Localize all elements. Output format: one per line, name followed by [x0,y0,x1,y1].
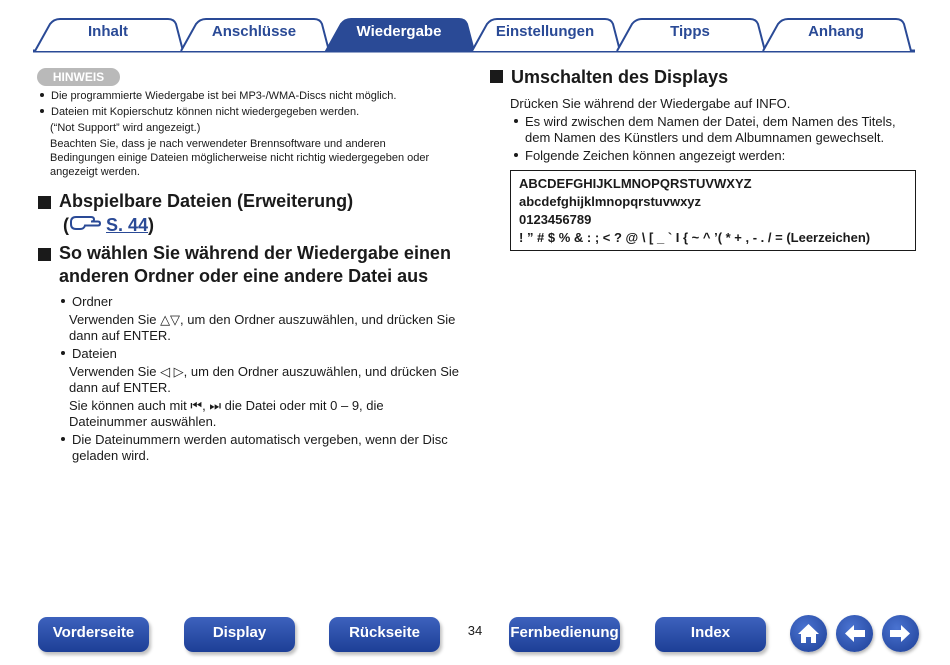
note-item-text: Dateien mit Kopierschutz können nicht wiedergegeben werden. [51,106,360,118]
auto-text: Die Dateinummern werden automatisch vergeben, wenn der Disc [72,432,448,447]
bullet [40,93,44,97]
section-square-icon [38,248,51,261]
files-label: Dateien [72,346,117,361]
display-bullet-text: dem Namen des Künstlers und dem Albumnamen gewechselt. [525,130,885,145]
auto-text: geladen wird. [72,448,150,463]
section-title-select: So wählen Sie während der Wiedergabe einen [59,243,451,263]
section-square-icon [38,196,51,209]
tab-anschluesse[interactable]: Anschlüsse [211,23,297,40]
index-button[interactable] [655,617,766,652]
note-item [40,89,396,103]
folder-label: Ordner [72,294,113,309]
display-bullet-text: Folgende Zeichen können angezeigt werden: [525,148,786,163]
display-button[interactable] [184,617,295,652]
tab-bar [0,0,950,56]
front-button-label: Vorderseite [52,624,135,641]
next-page-button[interactable] [882,615,919,652]
files-text: Sie können auch mit ⏮, ⏭ die Datei oder mit 0 – 9, die [69,398,384,413]
pointing-hand-icon [69,213,101,237]
note-badge: HINWEIS [37,68,120,86]
bullet [40,109,44,113]
section-ref [63,213,154,237]
section-square-icon [490,70,503,83]
bullet [61,437,65,441]
list-item-files [61,346,117,362]
folder-text: dann auf ENTER. [69,328,171,343]
display-intro: Drücken Sie während der Wiedergabe auf INFO. [510,96,791,111]
bullet [61,299,65,303]
note-software-line: Bedingungen einige Dateien möglicherweise nicht richtig wiedergegeben oder [50,152,430,164]
previous-page-button[interactable] [836,615,873,652]
tab-einstellungen[interactable]: Einstellungen [495,23,595,40]
files-text: Verwenden Sie ◁ ▷, um den Ordner auszuwählen, und drücken Sie [69,364,459,379]
tab-anhang[interactable]: Anhang [808,23,864,40]
display-bullet-text: Es wird zwischen dem Namen der Datei, dem Namen des Titels, [525,114,896,129]
arrow-right-icon [882,615,919,652]
display-button-label: Display [212,624,267,641]
section-title-select-2: anderen Ordner oder eine andere Datei aus [59,266,429,286]
list-item-folder [61,294,112,310]
files-text: Dateinummer auswählen. [69,414,217,429]
note-software-line: Beachten Sie, dass je nach verwendeter Brennsoftware und anderen [50,138,386,150]
char-row-uppercase: ABCDEFGHIJKLMNOPQRSTUVWXYZ [519,176,752,191]
ref-open: ( [63,215,69,235]
char-row-symbols: ! ” # $ % & : ; < ? @ \ [ _ ` I { ~ ^ ’( * + , - . / = (Leerzeichen) [519,230,871,245]
page-number: 34 [467,623,483,638]
tab-inhalt[interactable]: Inhalt [88,23,128,40]
home-icon [790,615,827,652]
note-not-support: (“Not Support” wird angezeigt.) [50,122,201,134]
char-row-digits: 0123456789 [519,212,592,227]
list-item-auto [61,432,448,448]
char-row-lowercase: abcdefghijklmnopqrstuvwxyz [519,194,702,209]
character-table [510,170,916,251]
note-software-line: angezeigt werden. [50,166,140,178]
display-bullet [514,114,896,130]
folder-text: Verwenden Sie △▽, um den Ordner auszuwählen, und drücken Sie [69,312,456,327]
ref-close: ) [148,215,155,235]
display-bullet [514,148,785,164]
home-button[interactable] [790,615,827,652]
front-button[interactable] [38,617,149,652]
back-button-label: Rückseite [349,624,420,641]
bullet [514,153,518,157]
tab-wiedergabe[interactable]: Wiedergabe [356,23,442,40]
index-button-label: Index [690,624,731,641]
back-button[interactable] [329,617,440,652]
section-title-display: Umschalten des Displays [511,67,729,87]
note-item [40,105,359,119]
page-ref-link[interactable]: S. 44 [106,215,149,235]
note-item-text: Die programmierte Wiedergabe ist bei MP3-/WMA-Discs nicht möglich. [51,90,397,102]
bullet [61,351,65,355]
section-title-playable: Abspielbare Dateien (Erweiterung) [59,191,354,211]
remote-button[interactable] [509,617,620,652]
files-text: dann auf ENTER. [69,380,171,395]
tab-tipps[interactable]: Tipps [670,23,710,40]
arrow-left-icon [836,615,873,652]
bullet [514,119,518,123]
remote-button-label: Fernbedienung [510,624,619,641]
